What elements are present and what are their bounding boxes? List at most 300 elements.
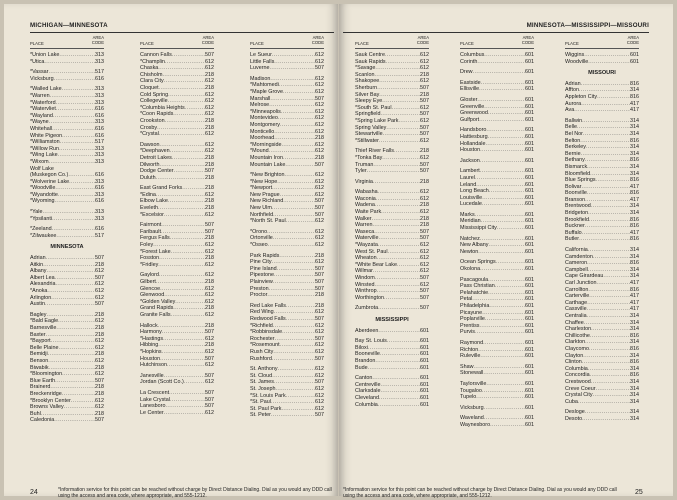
list-item: [355, 155, 429, 162]
list-item: [460, 147, 534, 154]
list-item: [355, 216, 429, 223]
area-code: 314: [630, 319, 639, 326]
area-code-heading: AREA CODE: [311, 35, 324, 45]
list-item: [140, 403, 214, 410]
area-code: 612: [315, 218, 324, 225]
list-item: [355, 111, 429, 118]
dot-leader: [162, 72, 205, 79]
place-name: Bemidji: [30, 351, 48, 358]
area-code: 314: [630, 378, 639, 385]
list-item: [355, 222, 429, 229]
dot-leader: [368, 365, 420, 372]
area-code: 314: [630, 130, 639, 137]
dot-leader: [495, 283, 525, 290]
dot-leader: [584, 320, 630, 327]
list-item: [460, 303, 534, 310]
area-code: 601: [525, 133, 534, 140]
dot-leader: [58, 152, 95, 159]
place-name: Aberdeen: [355, 327, 379, 334]
list-item: [30, 113, 104, 120]
area-code-heading: AREA CODE: [201, 35, 214, 45]
list-item: [460, 353, 534, 360]
place-name: Natchez: [460, 235, 480, 242]
area-code: 612: [420, 268, 429, 275]
dot-leader: [473, 69, 525, 76]
dot-leader: [55, 198, 95, 205]
place-name: Foley: [140, 242, 154, 249]
place-name: Centralia: [565, 312, 587, 319]
dot-leader: [398, 118, 420, 125]
list-item: [460, 59, 534, 66]
dot-leader: [279, 253, 315, 260]
place-name: Tougaloo: [460, 387, 482, 394]
area-code: 612: [95, 344, 104, 351]
list-item: [30, 146, 104, 153]
area-code: 314: [630, 87, 639, 94]
place-name: Sauk Rapids: [355, 58, 386, 65]
area-code: 218: [205, 154, 214, 161]
place-name: *Yale: [30, 209, 43, 216]
area-code: 601: [525, 110, 534, 117]
place-name: Waveland: [460, 415, 484, 422]
list-item: [250, 356, 324, 363]
place-name: Meridian: [460, 218, 481, 225]
place-name: Dilworth: [140, 161, 160, 168]
area-code: 507: [315, 279, 324, 285]
place-name: Silver Bay: [355, 91, 380, 98]
list-item: [565, 273, 639, 280]
dot-leader: [55, 281, 95, 288]
place-name: Fairmont: [140, 222, 162, 229]
place-name: *Edina: [140, 191, 156, 198]
place-name: Arlington: [30, 294, 52, 301]
dot-leader: [581, 151, 630, 158]
area-code: 816: [630, 260, 639, 267]
list-item: [565, 313, 639, 320]
list-item: [460, 69, 534, 76]
area-code: 507: [420, 111, 429, 118]
area-code: 601: [525, 248, 534, 255]
dot-leader: [274, 379, 315, 386]
area-code: 313: [95, 158, 104, 165]
dot-leader: [485, 141, 525, 148]
dot-leader: [62, 86, 95, 93]
area-code: 507: [315, 272, 324, 279]
dot-leader: [273, 279, 315, 286]
place-name: Marshall: [250, 95, 271, 102]
dot-leader: [286, 218, 315, 225]
dot-leader: [590, 171, 630, 178]
list-item: [140, 205, 214, 212]
list-item: [140, 305, 214, 312]
list-item: [140, 155, 214, 162]
place-name: Grand Rapids: [140, 305, 174, 312]
place-name: Hallock: [140, 322, 158, 329]
list-item: [460, 340, 534, 347]
place-name: Laurel: [460, 174, 475, 181]
dot-leader: [581, 101, 630, 108]
list-item: [30, 262, 104, 269]
page-number: 24: [30, 489, 38, 496]
area-code: 601: [525, 276, 534, 283]
area-code: 616: [95, 132, 104, 139]
area-code: 507: [315, 198, 324, 205]
area-code: 507: [420, 228, 429, 235]
place-name: Fergus Falls: [140, 235, 170, 242]
place-name: *Tonka Bay: [355, 154, 383, 161]
area-code: 601: [525, 52, 534, 58]
place-name: Melrose: [250, 102, 270, 109]
dot-leader: [46, 255, 95, 262]
area-code: 612: [205, 285, 214, 292]
dot-leader: [373, 268, 420, 275]
list-item: [250, 406, 324, 413]
place-name: *Union Lake: [30, 52, 60, 58]
place-name: La Crescent: [140, 389, 170, 396]
dot-leader: [159, 162, 205, 169]
place-name: Baxter: [30, 331, 46, 338]
area-code: 218: [315, 302, 324, 309]
place-name: (Muskegon Co.): [30, 172, 69, 179]
dot-leader: [56, 325, 95, 332]
dot-leader: [485, 316, 525, 323]
place-name: St. Anthony: [250, 366, 278, 373]
area-code: 218: [315, 252, 324, 259]
list-item: [250, 272, 324, 279]
dot-leader: [486, 381, 525, 388]
place-name: *Vassar: [30, 69, 49, 76]
dot-leader: [269, 286, 315, 293]
list-item: [460, 168, 534, 175]
place-name: Clarksdale: [355, 388, 381, 395]
list-item: [30, 179, 104, 186]
list-item: [355, 168, 429, 175]
place-name: Handsboro: [460, 127, 487, 134]
dot-leader: [269, 148, 315, 155]
place-name: Rush City: [250, 348, 274, 355]
place-name: Camdenton: [565, 253, 593, 260]
place-name: Carthage: [565, 299, 588, 306]
place-name: Lanesboro: [140, 403, 166, 410]
area-code: 612: [315, 372, 324, 379]
list-item: [140, 59, 214, 66]
list-item: [30, 391, 104, 398]
place-name: *Waterford: [30, 99, 56, 106]
dot-leader: [378, 189, 420, 196]
list-item: [355, 242, 429, 249]
dot-leader: [591, 203, 630, 210]
list-item: [355, 382, 429, 389]
dot-leader: [268, 242, 315, 249]
place-name: Harmony: [140, 329, 162, 336]
list-item: [565, 416, 639, 423]
list-item: [250, 366, 324, 373]
list-item: [565, 52, 639, 59]
list-item: [30, 288, 104, 295]
dot-leader: [172, 52, 205, 59]
dot-leader: [47, 288, 95, 295]
place-name: Lucedale: [460, 201, 482, 208]
dot-leader: [286, 316, 315, 323]
list-item: [565, 399, 639, 406]
list-item: [460, 364, 534, 371]
list-item: [460, 236, 534, 243]
dot-leader: [587, 164, 630, 171]
list-item: [250, 155, 324, 162]
list-item: [355, 78, 429, 85]
list-item: [30, 216, 104, 223]
dot-leader: [596, 177, 630, 184]
area-code: 612: [95, 371, 104, 378]
area-code: 612: [205, 191, 214, 198]
place-heading: PLACE: [355, 41, 369, 47]
list-item: [565, 217, 639, 224]
area-code: 601: [525, 201, 534, 208]
area-code: 517: [95, 139, 104, 146]
list-item: [460, 86, 534, 93]
place-name: St. Peter: [250, 412, 271, 419]
list-item: [460, 415, 534, 422]
list-item: [30, 192, 104, 199]
dot-leader: [373, 179, 420, 186]
dot-leader: [158, 323, 205, 330]
list-item: [30, 159, 104, 166]
list-item: [140, 262, 214, 269]
place-name: Chaffee: [565, 319, 584, 326]
list-item: [250, 386, 324, 393]
list-item: [30, 268, 104, 275]
list-item: [460, 347, 534, 354]
area-code: 314: [630, 312, 639, 319]
area-code: 314: [630, 415, 639, 422]
dot-leader: [475, 212, 525, 219]
place-name: Ellisville: [460, 86, 480, 93]
list-item: [460, 323, 534, 330]
place-name: Stonewall: [460, 370, 484, 377]
dot-leader: [170, 397, 205, 404]
list-item: [140, 105, 214, 112]
place-name: Canton: [355, 375, 373, 382]
dot-leader: [272, 185, 315, 192]
area-code: 601: [525, 194, 534, 201]
area-code: 313: [95, 191, 104, 198]
dot-leader: [280, 192, 315, 199]
area-code: 218: [420, 222, 429, 229]
dot-leader: [379, 395, 420, 402]
dot-leader: [384, 295, 420, 302]
area-code: 507: [95, 255, 104, 262]
place-name: Brentwood: [565, 203, 591, 210]
area-code: 601: [525, 140, 534, 147]
area-code: 314: [630, 163, 639, 170]
area-code: 816: [630, 359, 639, 366]
header-rule: [343, 32, 649, 33]
dot-leader: [489, 303, 525, 310]
list-item: [140, 92, 214, 99]
dot-leader: [379, 78, 420, 85]
place-name: *Hopkins: [140, 348, 162, 355]
area-code: 616: [95, 172, 104, 179]
list-item: [140, 168, 214, 175]
area-code-heading: AREA CODE: [521, 35, 534, 45]
list-item: [355, 65, 429, 72]
place-name: Shaw: [460, 363, 474, 370]
place-name: Hutchinson: [140, 362, 167, 369]
dot-leader: [476, 394, 525, 401]
dot-leader: [53, 113, 95, 120]
dot-leader: [482, 201, 525, 208]
list-item: [355, 138, 429, 145]
dot-leader: [273, 212, 315, 219]
place-name: Dodge Center: [140, 168, 174, 175]
dot-leader: [185, 105, 205, 112]
list-item: [250, 279, 324, 286]
place-name: Windom: [355, 275, 375, 281]
dot-leader: [479, 86, 525, 93]
dot-leader: [375, 202, 420, 209]
place-name: Columbia: [355, 401, 378, 408]
list-item: [460, 381, 534, 388]
area-code: 601: [525, 127, 534, 134]
place-name: Park Rapids: [250, 252, 280, 259]
dot-leader: [482, 388, 525, 395]
area-code: 218: [205, 205, 214, 212]
dot-leader: [480, 266, 525, 273]
area-code: 313: [95, 58, 104, 65]
area-code: 601: [525, 116, 534, 123]
place-name: Crestwood: [565, 378, 591, 385]
area-code: 601: [630, 52, 639, 58]
area-code: 218: [205, 117, 214, 124]
list-item: [250, 102, 324, 109]
dot-leader: [171, 249, 205, 256]
dot-leader: [273, 323, 315, 330]
dot-leader: [386, 59, 420, 66]
list-item: [30, 301, 104, 308]
area-code: 218: [95, 311, 104, 318]
area-code: 612: [95, 397, 104, 404]
dot-leader: [379, 138, 420, 145]
place-name: Booneville: [355, 351, 380, 358]
place-name: Vicksburg: [30, 75, 54, 82]
list-item: [250, 89, 324, 96]
area-code: 313: [95, 119, 104, 126]
area-code: 601: [525, 147, 534, 154]
dot-leader: [54, 76, 95, 83]
list-item: [355, 375, 429, 382]
list-item: [355, 202, 429, 209]
area-code: 601: [525, 353, 534, 360]
dot-leader: [382, 155, 420, 162]
place-heading: PLACE: [250, 41, 264, 47]
dot-leader: [168, 98, 205, 105]
list-item: [30, 318, 104, 325]
area-code: 218: [315, 154, 324, 161]
area-code: 314: [630, 326, 639, 333]
list-item: [565, 203, 639, 210]
area-code: 601: [420, 338, 429, 345]
list-item: [30, 152, 104, 159]
dot-leader: [173, 111, 205, 118]
place-name: Bay St. Louis: [355, 338, 387, 345]
area-code: 612: [315, 141, 324, 148]
dot-leader: [380, 111, 420, 118]
dot-leader: [583, 353, 630, 360]
area-code: 612: [315, 309, 324, 316]
area-code: 313: [95, 215, 104, 222]
place-name: Cloquet: [140, 84, 159, 91]
dot-leader: [392, 105, 420, 112]
place-name: New Prague: [250, 191, 280, 198]
area-code: 507: [420, 305, 429, 312]
area-code: 612: [420, 242, 429, 249]
place-name: Desloge: [565, 409, 585, 416]
list-item: [30, 93, 104, 100]
area-code: 507: [205, 403, 214, 410]
list-item: [565, 236, 639, 243]
dot-leader: [168, 92, 205, 99]
dot-leader: [593, 254, 630, 261]
dot-leader: [483, 340, 525, 347]
dot-leader: [284, 172, 315, 179]
list-item: [565, 267, 639, 274]
area-code: 507: [420, 84, 429, 91]
area-code: 417: [630, 100, 639, 107]
place-name: St. Paul Park: [250, 405, 282, 412]
area-code: 601: [525, 296, 534, 303]
area-code: 218: [95, 351, 104, 358]
left-page: [4, 4, 338, 499]
area-code: 601: [525, 394, 534, 401]
place-name: Bolivar: [565, 183, 582, 190]
area-code: 612: [315, 191, 324, 198]
place-name: Austin: [30, 301, 45, 308]
list-item: [250, 172, 324, 179]
list-item: [250, 399, 324, 406]
area-code: 507: [420, 131, 429, 138]
area-code: 601: [525, 380, 534, 387]
place-name: Granite Falls: [140, 311, 171, 318]
dot-leader: [281, 109, 315, 116]
dot-leader: [169, 390, 205, 397]
dot-leader: [379, 92, 420, 99]
dot-leader: [590, 372, 630, 379]
dot-leader: [382, 98, 420, 105]
dot-leader: [173, 305, 205, 312]
place-name: Gilbert: [140, 279, 156, 285]
dot-leader: [479, 323, 525, 330]
area-code: 601: [420, 401, 429, 408]
list-item: [355, 235, 429, 242]
list-item: [460, 110, 534, 117]
place-name: *Fridley: [140, 261, 159, 268]
place-name: Belle: [565, 124, 577, 131]
dot-leader: [43, 209, 96, 216]
area-code: 601: [525, 404, 534, 411]
list-item: [565, 293, 639, 300]
place-name: Blue Springs: [565, 177, 596, 184]
list-item: [355, 305, 429, 312]
place-name: Red Wing: [250, 309, 274, 316]
list-item: [565, 339, 639, 346]
area-code: 601: [525, 259, 534, 266]
list-item: [355, 249, 429, 256]
area-code: 314: [630, 170, 639, 177]
list-item: [140, 222, 214, 229]
place-name: *Mound: [250, 148, 269, 155]
place-name: Clinton: [565, 359, 582, 366]
list-item: [140, 212, 214, 219]
